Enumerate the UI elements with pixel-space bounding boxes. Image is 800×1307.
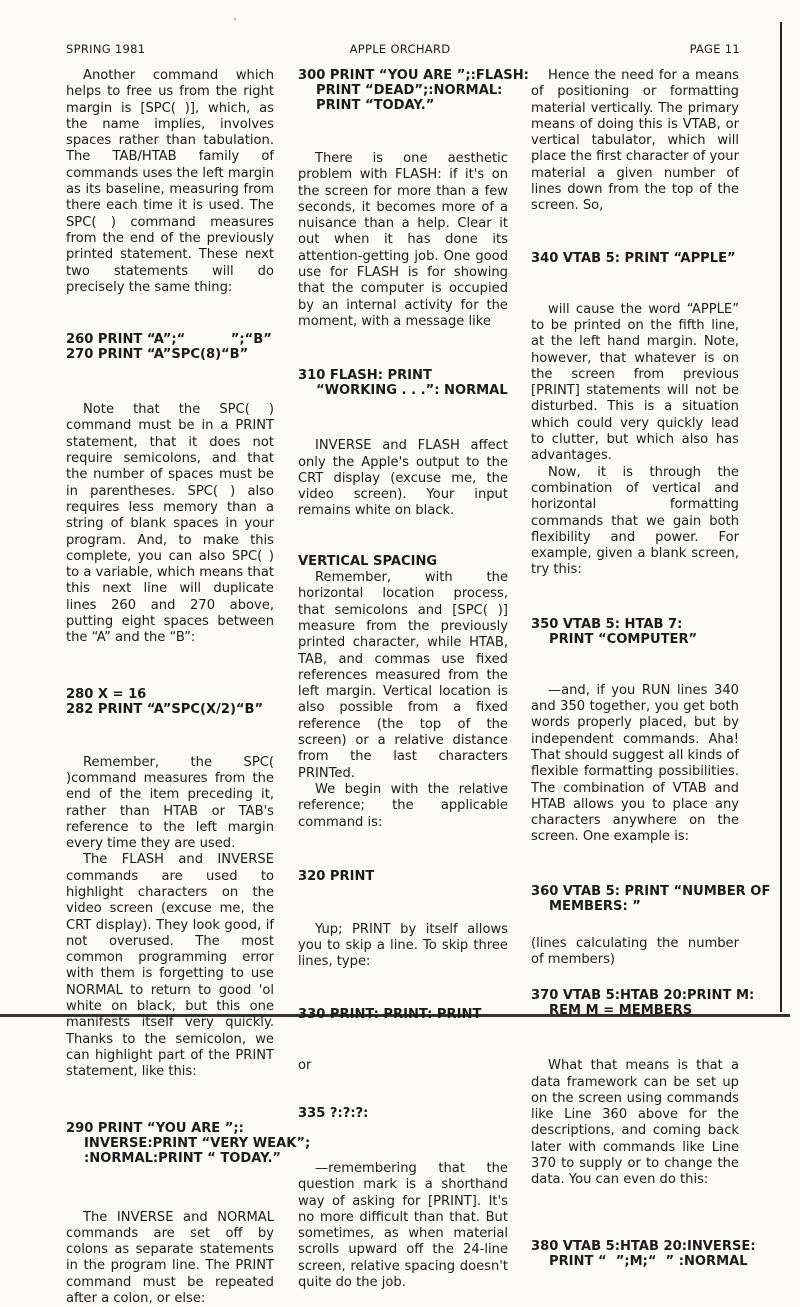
code-line-280: 280 X = 16 <box>66 686 147 702</box>
code-listing-350 <box>531 617 739 647</box>
code-listing-310 <box>298 368 508 398</box>
section-heading-vertical-spacing: VERTICAL SPACING <box>298 553 438 569</box>
col1-paragraph-1: Another command which helps to free us from the right margin is [SPC( )], which, as the name implies, involves spaces rather than tabulation. The TAB/HTAB family of commands uses the left margin as its baseline, measuring from there each time it is used. The SPC( ) command measures from the end of the previously printed statement. These next two statements will do precisely the same thing: <box>66 68 274 295</box>
code-listing-370 <box>531 988 755 1019</box>
col2-paragraph-3: Remember, with the horizontal location process, that semicolons and [SPC( )] measure from the previously printed character, while HTAB, TAB, and commas use fixed references measured from the left margin. Vertical location is also possible from a fixed reference (the top of the screen) or a relative distance from the last characters PRINTed. <box>298 570 508 781</box>
code-line-290: 290 PRINT “YOU ARE ”;: <box>66 1120 244 1136</box>
code-line-360: 360 VTAB 5: PRINT “NUMBER OF <box>531 883 771 899</box>
col2-paragraph-5: Yup; PRINT by itself allows you to skip a line. To skip three lines, type: <box>298 921 508 970</box>
code-line-300: 300 PRINT “YOU ARE ”;:FLASH: <box>298 68 529 83</box>
code-line-290-cont-1: INVERSE:PRINT “VERY WEAK”; <box>84 1135 311 1151</box>
code-listing-290 <box>66 1120 311 1166</box>
code-line-260: 260 PRINT “A”;“ ”;“B” <box>66 332 272 348</box>
code-line-350-cont: PRINT “COMPUTER” <box>549 631 698 647</box>
code-line-320: 320 PRINT <box>298 868 375 884</box>
col1-paragraph-2: Note that the SPC( ) command must be in a PRINT statement, that it does not require semicolons, and that the number of spaces must be in parentheses. SPC( ) also requires less memory than a string of blank spaces in your program. And, to make this complete, you can also SPC( ) to a variable, which means that this next line will duplicate lines 260 and 270 above, putting eight spaces between the “A” and the “B”: <box>66 402 274 646</box>
col2-paragraph-4: We begin with the relative reference; the applicable command is: <box>298 781 508 830</box>
col1-paragraph-5: The INVERSE and NORMAL commands are set off by colons as separate statements in the program line. The PRINT command must be repeated after a colon, or else: <box>66 1209 274 1307</box>
col3-paragraph-1: Hence the need for a means of positioning or formatting material vertically. The primary means of doing this is VTAB, or vertical tabulator, which will place the first character of your material a given number of lines down from the top of the screen. So, <box>531 68 739 214</box>
col1-paragraph-3: Remember, the SPC( )command measures from the end of the item preceding it, rather than HTAB or TAB's reference to the left margin every time they are used. <box>66 754 274 852</box>
column-3 <box>531 68 771 1269</box>
col3-paragraph-3: Now, it is through the combination of vertical and horizontal formatting commands that we gain both flexibility and power. For example, given a blank screen, try this: <box>531 464 739 578</box>
code-line-270: 270 PRINT “A”SPC(8)“B” <box>66 347 249 363</box>
code-line-310-cont: “WORKING . . .”: NORMAL <box>316 383 508 399</box>
paper-speck <box>234 18 236 20</box>
column-2 <box>298 68 529 1291</box>
col2-paragraph-1: There is one aesthetic problem with FLASH: if it's on the screen for more than a few seconds, it becomes more of a nuisance than a help. Clear it out when it has done its attention-getting job. One good use for FLASH is for showing that the computer is occupied by an internal activity for the moment, with a message like <box>298 151 508 329</box>
code-listing-280-282 <box>66 687 274 717</box>
code-line-370-cont: REM M = MEMBERS <box>549 1003 693 1019</box>
code-line-330: 330 PRINT: PRINT: PRINT <box>298 1006 482 1022</box>
header-season: SPRING 1981 <box>66 42 146 56</box>
col2-paragraph-2: INVERSE and FLASH affect only the Apple's output to the CRT display (excuse me, the video screen). Your input remains white on black. <box>298 438 508 519</box>
code-line-310: 310 FLASH: PRINT <box>298 368 432 384</box>
code-line-380-cont: PRINT “ ”;M;“ ” :NORMAL <box>549 1253 748 1269</box>
header-page-number: PAGE 11 <box>689 42 740 56</box>
code-line-300-cont-2: PRINT “TODAY.” <box>316 98 435 113</box>
code-listing-260-270 <box>66 332 274 362</box>
code-line-360-cont: MEMBERS: ” <box>549 898 641 914</box>
column-1 <box>66 68 311 1307</box>
code-listing-300 <box>298 68 529 113</box>
code-line-282: 282 PRINT “A”SPC(X/2)“B” <box>66 701 264 717</box>
header-magazine-title: APPLE ORCHARD <box>349 42 451 56</box>
col3-paragraph-4: —and, if you RUN lines 340 and 350 together, you get both words properly placed, but by independent commands. Aha! That should suggest all kinds of flexible formatting possibilities. The combination of VTAB and HTAB allows you to place any characters anywhere on the screen. One example is: <box>531 682 739 845</box>
code-listing-380 <box>531 1238 756 1269</box>
code-line-300-cont-1: PRINT “DEAD”;:NORMAL: <box>316 83 503 98</box>
col3-paragraph-2: will cause the word “APPLE” to be printed on the fifth line, at the left hand margin. Note, however, that whatever is on the screen from previous [PRINT] statements will not be disturbed. This is a situation which could very quickly lead to clutter, but which also has advantages. <box>531 301 739 464</box>
code-line-380: 380 VTAB 5:HTAB 20:INVERSE: <box>531 1238 756 1254</box>
col1-paragraph-4: The FLASH and INVERSE commands are used to highlight characters on the video screen (excuse me, the CRT display). They look good, if not overused. The most common programming error with them is forgetting to use NORMAL to return to good 'ol white on black, but this one manifests itself very quickly. Thanks to the semicolon, we can highlight part of the PRINT statement, like this: <box>66 852 274 1080</box>
code-line-290-cont-2: :NORMAL:PRINT “ TODAY.” <box>84 1150 282 1166</box>
code-line-370: 370 VTAB 5:HTAB 20:PRINT M: <box>531 988 755 1004</box>
code-listing-360 <box>531 883 771 914</box>
code-line-340: 340 VTAB 5: PRINT “APPLE” <box>531 250 736 266</box>
code-line-335: 335 ?:?:?: <box>298 1105 369 1121</box>
col3-paragraph-5: (lines calculating the number of members) <box>531 935 739 967</box>
col2-or-text: or <box>298 1057 312 1073</box>
col3-paragraph-6: What that means is that a data framework can be set up on the screen using commands like Line 360 above for the descriptions, and coming back later with commands like Line 370 to supply or to change the data. You can even do this: <box>531 1058 739 1188</box>
code-line-350: 350 VTAB 5: HTAB 7: <box>531 616 683 632</box>
right-margin-rule <box>780 22 782 1012</box>
col2-paragraph-6: —remembering that the question mark is a shorthand way of asking for [PRINT]. It's no more difficult than that. But sometimes, as when material scrolls upward off the 24-line screen, relative spacing doesn't quite do the job. <box>298 1160 508 1291</box>
